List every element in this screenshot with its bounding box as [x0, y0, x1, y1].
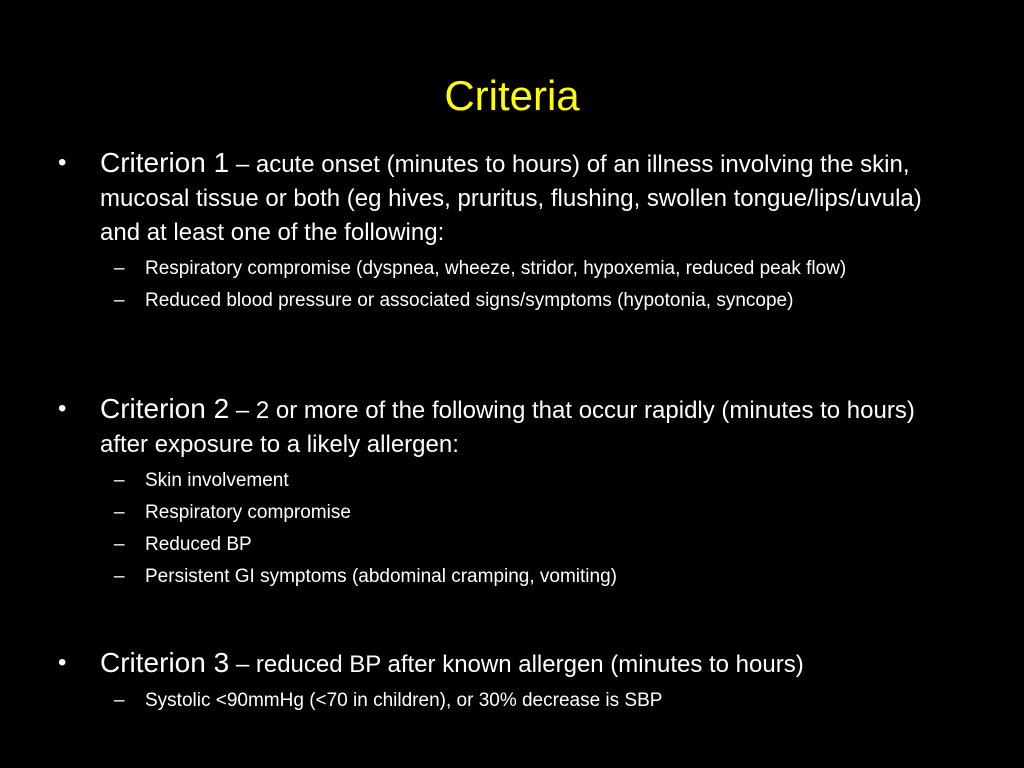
slide-title: Criteria	[444, 72, 580, 119]
criterion-name: Criterion 2	[100, 393, 230, 424]
bullet-icon: •	[58, 649, 67, 676]
criterion-3	[58, 646, 968, 714]
sub-list	[58, 256, 968, 314]
sub-item-text: Respiratory compromise	[145, 502, 351, 523]
sub-item-text: Systolic <90mmHg (<70 in children), or 30% decrease is SBP	[145, 690, 663, 711]
criterion-bullet-item	[58, 646, 968, 682]
criterion-name: Criterion 1	[100, 147, 230, 178]
criterion-bullet-item	[58, 146, 968, 250]
criterion-bullet-item	[58, 392, 968, 462]
dash-icon: –	[114, 690, 125, 711]
dash-icon: –	[114, 502, 125, 523]
sub-item	[58, 688, 940, 714]
sub-item-text: Respiratory compromise (dyspnea, wheeze, stridor, hypoxemia, reduced peak flow)	[145, 258, 847, 279]
criterion-text: – acute onset (minutes to hours) of an illness involving the skin, mucosal tissue or both (eg hives, pruritus, flushing, swollen tongue/lips/uvula) and at least one of the following:	[100, 151, 922, 246]
dash-icon: –	[114, 290, 125, 311]
criterion-1	[58, 146, 968, 314]
sub-item-text: Reduced blood pressure or associated signs/symptoms (hypotonia, syncope)	[145, 290, 794, 311]
criterion-2	[58, 392, 968, 590]
dash-icon: –	[114, 566, 125, 587]
sub-item	[58, 288, 940, 314]
dash-icon: –	[114, 258, 125, 279]
bullet-icon: •	[58, 149, 67, 176]
criterion-name: Criterion 3	[100, 647, 230, 678]
sub-item	[58, 256, 940, 282]
criterion-text: – 2 or more of the following that occur rapidly (minutes to hours) after exposure to a likely allergen:	[100, 397, 915, 458]
sub-item-text: Persistent GI symptoms (abdominal cramping, vomiting)	[145, 566, 617, 587]
sub-item	[58, 468, 940, 494]
criterion-text: – reduced BP after known allergen (minutes to hours)	[229, 651, 804, 678]
sub-item-text: Reduced BP	[145, 534, 252, 555]
sub-item-text: Skin involvement	[145, 470, 289, 491]
sub-list	[58, 688, 968, 714]
sub-item	[58, 532, 940, 558]
sub-item	[58, 500, 940, 526]
bullet-icon: •	[58, 395, 67, 422]
sub-list	[58, 468, 968, 590]
dash-icon: –	[114, 534, 125, 555]
dash-icon: –	[114, 470, 125, 491]
sub-item	[58, 564, 940, 590]
